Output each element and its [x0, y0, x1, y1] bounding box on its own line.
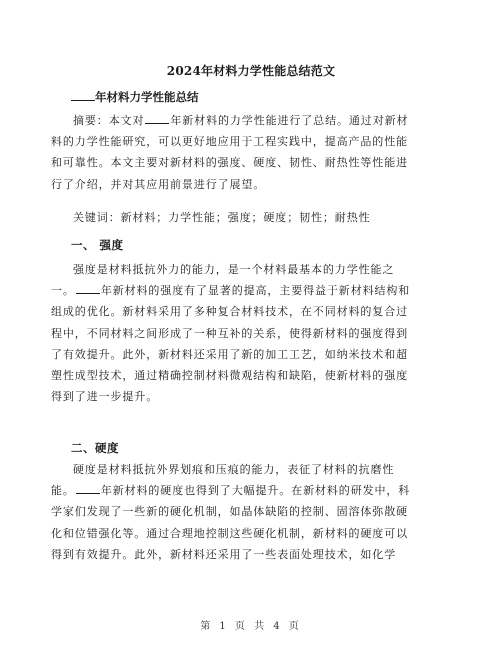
- paragraph-line: 强度是材料抵抗外力的能力，是一个材料最基本的力学性能之: [73, 263, 395, 276]
- hardness-paragraph: [51, 459, 452, 565]
- keywords-paragraph: [51, 207, 452, 228]
- paragraph-line: 一。 年新材料的强度有了显著的提高，主要得益于新材料结构和: [51, 280, 452, 301]
- paragraph-line: 能。 年新材料的硬度也得到了大幅提升。在新材料的研发中，科: [51, 480, 452, 501]
- paragraph-line: 组成的优化。新材料采用了多种复合材料技术，在不同材料的复合过: [51, 305, 408, 319]
- section-heading-hardness: 二、硬度: [71, 441, 119, 455]
- paragraph-line: 和可靠性。本文主要对新材料的强度、硬度、韧性、耐热性等性能进: [51, 156, 408, 170]
- paragraph-line: 料的力学性能研究，可以更好地应用于工程实践中，提高产品的性能: [51, 135, 408, 149]
- paragraph-line: 程中，不同材料之间形成了一种互补的关系，使得新材料的强度得到: [51, 326, 408, 340]
- blank-underline: [76, 481, 100, 494]
- document-subtitle: [71, 88, 199, 105]
- paragraph-line: 硬度是材料抵抗外界划痕和压痕的能力，表征了材料的抗磨性: [73, 463, 395, 476]
- blank-underline: [76, 281, 100, 294]
- document-title: 2024年材料力学性能总结范文: [166, 64, 336, 78]
- paragraph-line: 塑性成型技术，通过精确控制材料微观结构和缺陷，使新材料的强度: [51, 369, 408, 383]
- section-heading-strength: 一、 强度: [71, 238, 124, 252]
- paragraph-line: 摘要：本文对 年新材料的力学性能进行了总结。通过对新材: [51, 110, 452, 131]
- paragraph-line: 得到有效提升。此外，新材料还采用了一些表面处理技术，如化学: [51, 547, 397, 561]
- page-footer: 第 1 页 共 4 页: [200, 621, 302, 632]
- paragraph-line: 学家们发现了一些新的硬化机制，如晶体缺陷的控制、固溶体弥散硬: [51, 505, 408, 519]
- blank-underline: [145, 111, 169, 124]
- abstract-paragraph: [51, 110, 452, 195]
- strength-paragraph: [51, 259, 452, 407]
- subtitle-text: 年材料力学性能总结: [95, 90, 199, 104]
- paragraph-line: 行了介绍，并对其应用前景进行了展望。: [51, 177, 266, 191]
- paragraph-line: 得到了进一步提升。: [51, 390, 159, 404]
- keywords-line: 关键词：新材料；力学性能；强度；硬度；韧性；耐热性: [73, 211, 371, 224]
- paragraph-line: 了有效提升。此外，新材料还采用了新的加工工艺，如纳米技术和超: [51, 347, 408, 361]
- blank-underline: [71, 88, 95, 101]
- paragraph-line: 化和位错强化等。通过合理地控制这些硬化机制，新材料的硬度可以: [51, 526, 408, 540]
